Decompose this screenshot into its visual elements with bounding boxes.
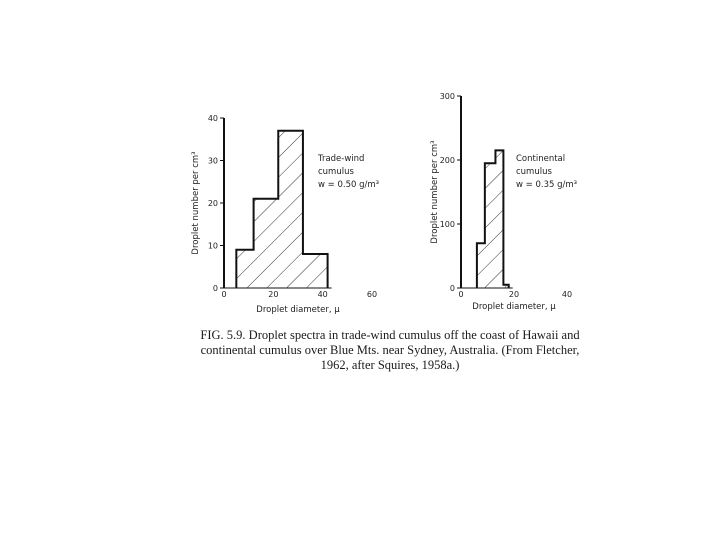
y-tick-label: 300 [439, 92, 455, 101]
x-axis-label: Droplet diameter, μ [256, 305, 340, 315]
y-tick-label: 10 [207, 241, 218, 251]
x-tick-label: 0 [458, 290, 464, 299]
x-tick-label: 0 [221, 290, 227, 299]
y-tick-label: 40 [207, 114, 218, 123]
caption-line-3: 1962, after Squires, 1958a.) [320, 358, 460, 372]
y-tick-label: 100 [439, 220, 455, 229]
caption-line-1: FIG. 5.9. Droplet spectra in trade-wind cumulus off the coast of Hawaii and [200, 328, 580, 342]
caption-line-2: continental cumulus over Blue Mts. near Sydney, Australia. (From Fletcher, [200, 343, 580, 357]
x-tick-label: 20 [268, 290, 279, 299]
histogram-bar [254, 199, 279, 288]
x-tick-label: 20 [508, 290, 520, 299]
y-axis-label: Droplet number per cm³ [191, 151, 201, 255]
histogram-bar [495, 150, 503, 288]
continental-histogram [430, 92, 577, 312]
legend-text: Continental [516, 154, 566, 164]
y-tick-label: 0 [449, 284, 455, 293]
x-axis-label: Droplet diameter, μ [472, 302, 556, 312]
legend-text: w = 0.35 g/m³ [516, 180, 578, 190]
figure-caption [180, 328, 600, 373]
legend-text: cumulus [516, 167, 552, 177]
legend-text: Trade-wind [318, 154, 365, 164]
x-tick-label: 60 [366, 290, 378, 299]
y-tick-label: 200 [439, 156, 455, 165]
x-tick-label: 40 [561, 290, 573, 299]
histogram-bar [236, 250, 253, 288]
x-tick-label: 40 [317, 290, 328, 299]
y-tick-label: 0 [212, 284, 218, 293]
trade-wind-histogram [191, 114, 379, 315]
y-axis-label: Droplet number per cm³ [430, 140, 440, 244]
legend-text: cumulus [318, 167, 354, 177]
legend-text: w = 0.50 g/m³ [318, 180, 380, 190]
histogram-bar [477, 243, 485, 288]
y-tick-label: 30 [207, 156, 218, 166]
histogram-bar [278, 131, 303, 288]
histogram-bar [303, 254, 328, 288]
histogram-bar [485, 163, 496, 288]
y-tick-label: 20 [207, 199, 218, 208]
